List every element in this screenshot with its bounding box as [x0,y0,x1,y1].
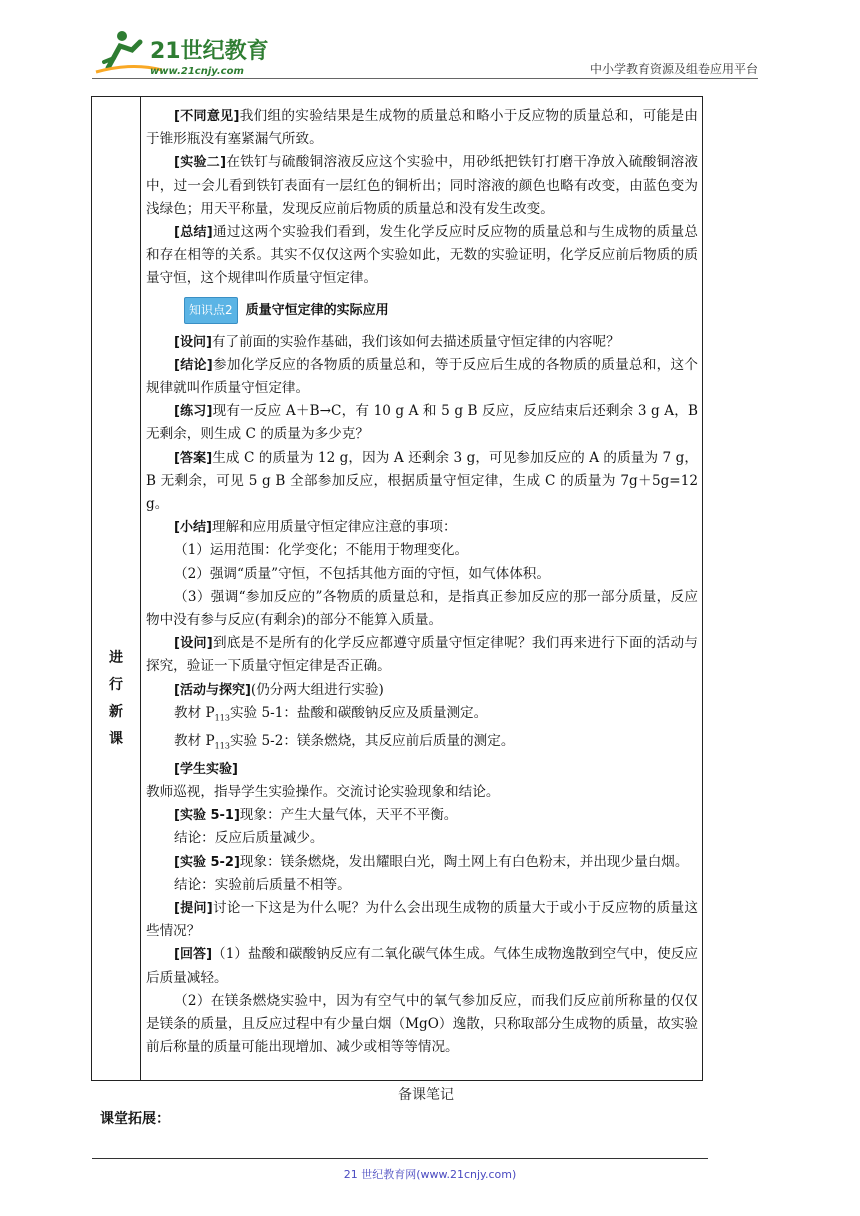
paragraph-text: 结论：反应后质量减少。 [174,830,324,847]
paragraph-text: （1）盐酸和碳酸钠反应有二氧化碳气体生成。气体生成物逸散到空气中，使反应后质量减轻。 [146,946,698,986]
paragraph-text: （1）运用范围：化学变化；不能用于物理变化。 [174,542,469,559]
paragraph [146,586,698,632]
textbook-pre: 教材 P [174,704,215,721]
paragraph [146,221,698,291]
footer-source: 21 世纪教育网(www.21cnjy.com) [343,1168,517,1181]
paragraph-text: 教师巡视，指导学生实验操作。交流讨论实验现象和结论。 [146,783,500,800]
paragraph-text: 讨论一下这是为什么呢？为什么会出现生成物的质量大于或小于反应物的质量这些情况？ [146,899,698,940]
paragraph-text: 现象：产生大量气体，天平不平衡。 [239,807,458,824]
paragraph-tag: [总结] [174,225,213,241]
platform-name: 中小学教育资源及组卷应用平台 [589,62,758,76]
svg-text:21世纪教育: 21世纪教育 [150,39,269,64]
paragraph [146,679,698,702]
textbook-experiment [146,702,698,730]
paragraph-text: 结论：实验前后质量不相等。 [174,876,351,893]
paragraph [146,539,698,562]
paragraph [146,990,698,1060]
paragraph-tag: [答案] [174,450,213,466]
knowledge-point-title: 质量守恒定律的实际应用 [245,303,389,319]
paragraph [146,758,698,781]
lesson-notes-label: 备课笔记 [398,1087,454,1103]
textbook-pre: 教材 P [174,732,215,749]
paragraph [146,897,698,943]
paragraph-text: 有了前面的实验作基础，我们该如何去描述质量守恒定律的内容呢？ [211,333,620,350]
section-label: 进 行 新 课 [109,650,123,747]
lesson-table [91,96,703,1081]
classroom-extension-label: 课堂拓展： [100,1111,170,1127]
paragraph-text: 现有一反应 A＋B→C，有 10 g A 和 5 g B 反应，反应结束后还剩余 3 g A，B 无剩余，则生成 C 的质量为多少克？ [146,403,698,443]
paragraph-tag: [活动与探究] [174,682,251,698]
paragraph [146,943,698,989]
paragraph-tag: [实验二] [174,155,227,171]
paragraph-tag: [小结] [174,520,212,536]
paragraph-tag: [实验 5-2] [174,854,240,870]
logo-21cnjy [92,28,272,78]
paragraph-tag: [提问] [174,900,213,916]
textbook-sub: 113 [214,713,230,723]
paragraph-text: 现象：镁条燃烧，发出耀眼白光，陶土网上有白色粉末，并出现少量白烟。 [239,853,689,870]
paragraph [146,827,698,850]
paragraph-text: 参加化学反应的各物质的质量总和，等于反应后生成的各物质的质量总和，这个规律就叫作质量守恒定律。 [146,356,698,397]
paragraph-text: （3）强调“参加反应的”各物质的质量总和，是指真正参加反应的那一部分质量，反应物中没有参与反应(有剩余)的部分不能算入质量。 [146,588,698,629]
knowledge-point-heading [184,297,698,325]
textbook-post: 实验 5-1：盐酸和碳酸钠反应及质量测定。 [229,704,488,721]
paragraph [146,781,698,804]
paragraph [146,447,698,517]
paragraph [146,331,698,354]
textbook-sub: 113 [214,741,230,751]
paragraph-tag: [练习] [174,404,213,420]
textbook-post: 实验 5-2：镁条燃烧，其反应前后质量的测定。 [229,732,515,749]
paragraph-text: （2）强调“质量”守恒，不包括其他方面的守恒，如气体体积。 [174,565,550,582]
paragraph-text: (仍分两大组进行实验) [250,681,384,698]
svg-text:www.21cnjy.com: www.21cnjy.com [150,66,244,77]
paragraph [146,105,698,151]
footer-divider [92,1158,708,1159]
paragraph [146,354,698,400]
knowledge-point-badge: 知识点2 [184,297,238,324]
paragraph-text: （2）在镁条燃烧实验中，因为有空气中的氧气参加反应，而我们反应前所称量的仅仅是镁条的质量，且反应过程中有少量白烟（MgO）逸散，只称取部分生成物的质量，故实验前后称量的质量可能出现增加、减少或相等等情况。 [146,992,698,1056]
paragraph [146,516,698,539]
paragraph-text: 我们组的实验结果是生成物的质量总和略小于反应物的质量总和，可能是由于锥形瓶没有塞紧漏气所致。 [146,108,698,148]
paragraph-text: 理解和应用质量守恒定律应注意的事项： [211,519,457,536]
paragraph-text: 通过这两个实验我们看到，发生化学反应时反应物的质量总和与生成物的质量总和存在相等的关系。其实不仅仅这两个实验如此，无数的实验证明，化学反应前后物质的质量守恒，这个规律叫作质量守恒定律。 [146,224,698,287]
paragraph-tag: [不同意见] [174,109,240,124]
paragraph [146,400,698,446]
page-header [92,28,758,80]
header-divider [92,78,758,79]
paragraph-text: 在铁钉与硫酸铜溶液反应这个实验中，用砂纸把铁钉打磨干净放入硫酸铜溶液中，过一会儿看到铁钉表面有一层红色的铜析出；同时溶液的颜色也略有改变，由蓝色变为浅绿色；用天平称量，发现反应前后物质的质量总和没有发生改变。 [146,154,699,217]
paragraph-text: 生成 C 的质量为 12 g，因为 A 还剩余 3 g，可见参加反应的 A 的质量为 7 g，B 无剩余，可见 5 g B 全部参加反应，根据质量守恒定律，生成 C 的质量为 7g＋5g=12 g。 [146,449,698,513]
paragraph-tag: [设问] [174,334,212,350]
paragraph-tag: [设问] [174,636,213,652]
paragraph [146,563,698,586]
paragraph [146,151,698,221]
paragraph-tag: [结论] [174,357,213,373]
paragraph [146,804,698,827]
paragraph-tag: [回答] [174,947,213,963]
paragraph-tag: [学生实验] [174,761,238,777]
paragraph-text: 到底是不是所有的化学反应都遵守质量守恒定律呢？我们再来进行下面的活动与探究，验证一下质量守恒定律是否正确。 [146,635,698,675]
paragraph-tag: [实验 5-1] [174,808,240,824]
paragraph [146,851,698,874]
paragraph [146,632,698,678]
lesson-content [146,105,698,1059]
section-label-cell [92,97,141,1080]
paragraph [146,874,698,897]
textbook-experiment [146,730,698,758]
